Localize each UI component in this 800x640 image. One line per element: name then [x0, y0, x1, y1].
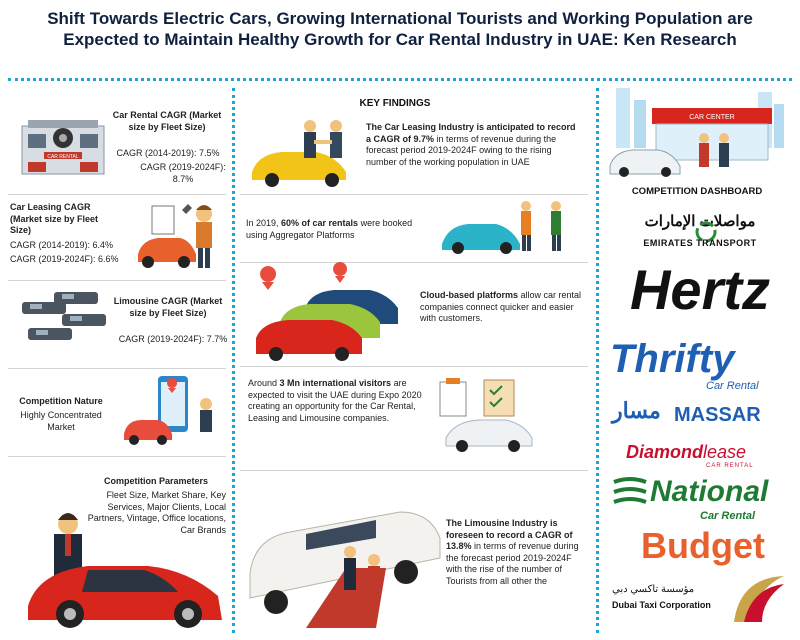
- finding-2-pre: In 2019,: [246, 218, 282, 228]
- massar-english: MASSAR: [674, 404, 761, 426]
- competition-parameters-heading: Competition Parameters: [103, 476, 209, 486]
- key-findings-heading: KEY FINDINGS: [359, 98, 431, 109]
- finding-5-bold: The Limousine Industry is foreseen to record a CAGR of 13.8%: [446, 518, 573, 551]
- car-rental-building-illustration: [14, 116, 114, 178]
- title-divider: [8, 78, 792, 81]
- thrifty-wordmark: Thrifty: [610, 337, 735, 381]
- limousine-fleet-illustration: [18, 290, 110, 350]
- finding-5-rest: in terms of revenue during the forecast period 2019-2024F with the rise of the number of Tourists from all other the: [446, 541, 579, 586]
- finding-3-text: [420, 290, 588, 325]
- diamondlease-wordmark: [626, 442, 776, 463]
- middle-divider-1: [240, 194, 588, 195]
- car-rental-cagr-heading: Car Rental CAGR (Market size by Fleet Size): [112, 110, 222, 132]
- expo-visitors-illustration: [436, 376, 536, 456]
- finding-3-rest: allow car rental companies connect quicker and easier with customers.: [420, 290, 582, 323]
- finding-4-rest: are expected to visit the UAE during Expo 2020 creating an opportunity for the Car Rental, Leasing and Limousine companies.: [248, 378, 422, 423]
- emirates-transport-arabic: مواصلات الإمارات: [644, 213, 756, 230]
- diamondlease-part2: lease: [703, 442, 747, 462]
- car-leasing-handshake-illustration: [248, 118, 362, 186]
- finding-2-text: [246, 218, 430, 241]
- dubai-taxi-emblem-icon: [728, 572, 788, 624]
- cloud-platform-cars-illustration: [250, 272, 410, 360]
- competition-dashboard-title: COMPETITION DASHBOARD: [631, 186, 763, 197]
- massar-arabic: مسار: [612, 398, 661, 423]
- middle-divider-4: [240, 470, 588, 471]
- car-rental-cagr-line2: CAGR (2019-2024F): 8.7%: [140, 162, 226, 184]
- finding-4-pre: Around: [248, 378, 280, 388]
- finding-2-rest: were booked using Aggregator Platforms: [246, 218, 413, 240]
- competition-nature-heading: Competition Nature: [19, 396, 103, 406]
- middle-divider-2: [240, 262, 588, 263]
- left-divider-4: [8, 456, 226, 457]
- finding-3-bold: Cloud-based platforms: [420, 290, 519, 300]
- car-center-sign: CAR CENTER: [689, 114, 735, 121]
- car-leasing-illustration: [132, 200, 226, 272]
- limousine-red-carpet-illustration: [246, 490, 442, 628]
- finding-1-bold: The Car Leasing Industry is anticipated to record a CAGR of 9.7%: [366, 122, 576, 144]
- finding-5-text: [446, 518, 588, 587]
- diamondlease-part1: Diamond: [626, 442, 704, 462]
- middle-divider-3: [240, 366, 588, 367]
- national-flag-icon: [612, 476, 648, 516]
- building-sign-text: CAR RENTAL: [47, 154, 79, 160]
- dubai-taxi-english: Dubai Taxi Corporation: [612, 600, 711, 610]
- national-subtitle: Car Rental: [700, 510, 756, 522]
- finding-1-rest: in terms of revenue during the forecast period 2019-2024F owing to the rising number of the working population in UAE: [366, 133, 557, 167]
- car-leasing-cagr-heading: Car Leasing CAGR (Market size by Fleet Size): [10, 202, 99, 235]
- left-divider-2: [8, 280, 226, 281]
- left-divider-1: [8, 194, 226, 195]
- left-divider-3: [8, 368, 226, 369]
- car-center-building-illustration: [608, 86, 790, 180]
- car-leasing-cagr-line1: CAGR (2014-2019): 6.4%: [10, 240, 114, 250]
- budget-logo: Budget: [641, 525, 765, 566]
- limousine-cagr-line1: CAGR (2019-2024F): 7.7%: [118, 334, 228, 344]
- thrifty-subtitle: Car Rental: [706, 380, 759, 392]
- diamondlease-subtitle: CAR RENTAL: [706, 463, 754, 469]
- column-divider-right: [596, 88, 599, 633]
- aggregator-booking-illustration: [440, 198, 586, 254]
- page-title: Shift Towards Electric Cars, Growing International Tourists and Working Population are Expected to Maintain Healthy Growth for Car Rental Industry in UAE: Ken Research: [47, 9, 753, 49]
- finding-2-bold: 60% of car rentals: [281, 218, 359, 228]
- businessman-red-car-illustration: [8, 510, 230, 628]
- column-divider-left: [232, 88, 235, 633]
- dubai-taxi-arabic: مؤسسة تاكسي دبي: [612, 584, 695, 595]
- limousine-cagr-heading: Limousine CAGR (Market size by Fleet Size): [113, 296, 223, 318]
- finding-4-bold: 3 Mn international visitors: [279, 378, 392, 388]
- finding-4-text: [248, 378, 424, 424]
- finding-1-text: [366, 122, 580, 168]
- car-rental-cagr-line1: CAGR (2014-2019): 7.5%: [116, 148, 220, 158]
- car-leasing-cagr-line2: CAGR (2019-2024F): 6.6%: [10, 254, 119, 264]
- national-wordmark: National: [650, 475, 769, 508]
- competition-nature-illustration: [122, 374, 222, 444]
- hertz-logo: Hertz: [629, 258, 771, 321]
- competition-parameters-text: Fleet Size, Market Share, Key Services, Major Clients, Local Partners, Vintage, Office locations, Car Brands: [87, 490, 226, 535]
- emirates-transport-english: EMIRATES TRANSPORT: [643, 238, 757, 248]
- competition-nature-text: Highly Concentrated Market: [20, 410, 102, 432]
